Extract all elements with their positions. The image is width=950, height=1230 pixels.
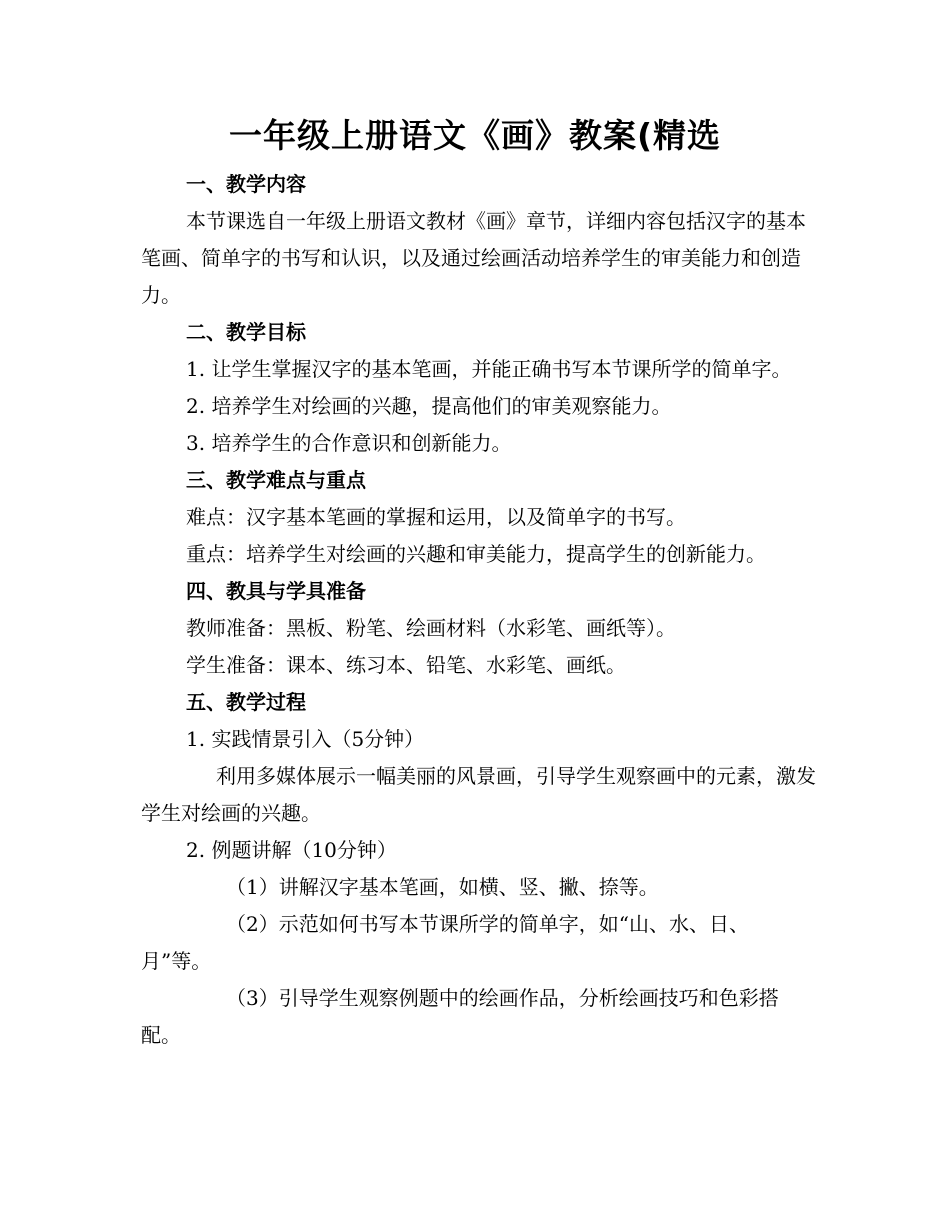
paragraph: 1. 实践情景引入（5分钟）: [186, 727, 425, 751]
section-heading-teaching-content: 一、教学内容: [186, 172, 306, 196]
paragraph: （1）讲解汉字基本笔画，如横、竖、撇、捺等。: [226, 875, 659, 899]
paragraph: 2. 例题讲解（10分钟）: [186, 838, 397, 862]
section-heading-teaching-process: 五、教学过程: [186, 690, 306, 714]
paragraph: （3）引导学生观察例题中的绘画作品，分析绘画技巧和色彩搭配。: [141, 986, 779, 1047]
paragraph: 本节课选自一年级上册语文教材《画》章节，详细内容包括汉字的基本笔画、简单字的书写和认识，以及通过绘画活动培养学生的审美能力和创造力。: [141, 209, 806, 307]
paragraph: 教师准备：黑板、粉笔、绘画材料（水彩笔、画纸等）。: [186, 616, 676, 640]
paragraph: 难点：汉字基本笔画的掌握和运用，以及简单字的书写。: [186, 505, 686, 529]
paragraph: 重点：培养学生对绘画的兴趣和审美能力，提高学生的创新能力。: [186, 542, 766, 566]
section-heading-materials: 四、教具与学具准备: [186, 579, 366, 603]
section-heading-difficulties-key-points: 三、教学难点与重点: [186, 468, 366, 492]
paragraph: 2. 培养学生对绘画的兴趣，提高他们的审美观察能力。: [186, 394, 672, 418]
paragraph: 1. 让学生掌握汉字的基本笔画，并能正确书写本节课所学的简单字。: [186, 357, 792, 381]
document-body: [141, 166, 816, 1054]
section-heading-teaching-goals: 二、教学目标: [186, 320, 306, 344]
paragraph: 利用多媒体展示一幅美丽的风景画，引导学生观察画中的元素，激发学生对绘画的兴趣。: [141, 764, 816, 825]
paragraph: （2）示范如何书写本节课所学的简单字，如“山、水、日、月”等。: [141, 912, 749, 973]
document-title: 一年级上册语文《画》教案(精选: [228, 116, 722, 155]
paragraph: 3. 培养学生的合作意识和创新能力。: [186, 431, 512, 455]
paragraph: 学生准备：课本、练习本、铅笔、水彩笔、画纸。: [186, 653, 626, 677]
